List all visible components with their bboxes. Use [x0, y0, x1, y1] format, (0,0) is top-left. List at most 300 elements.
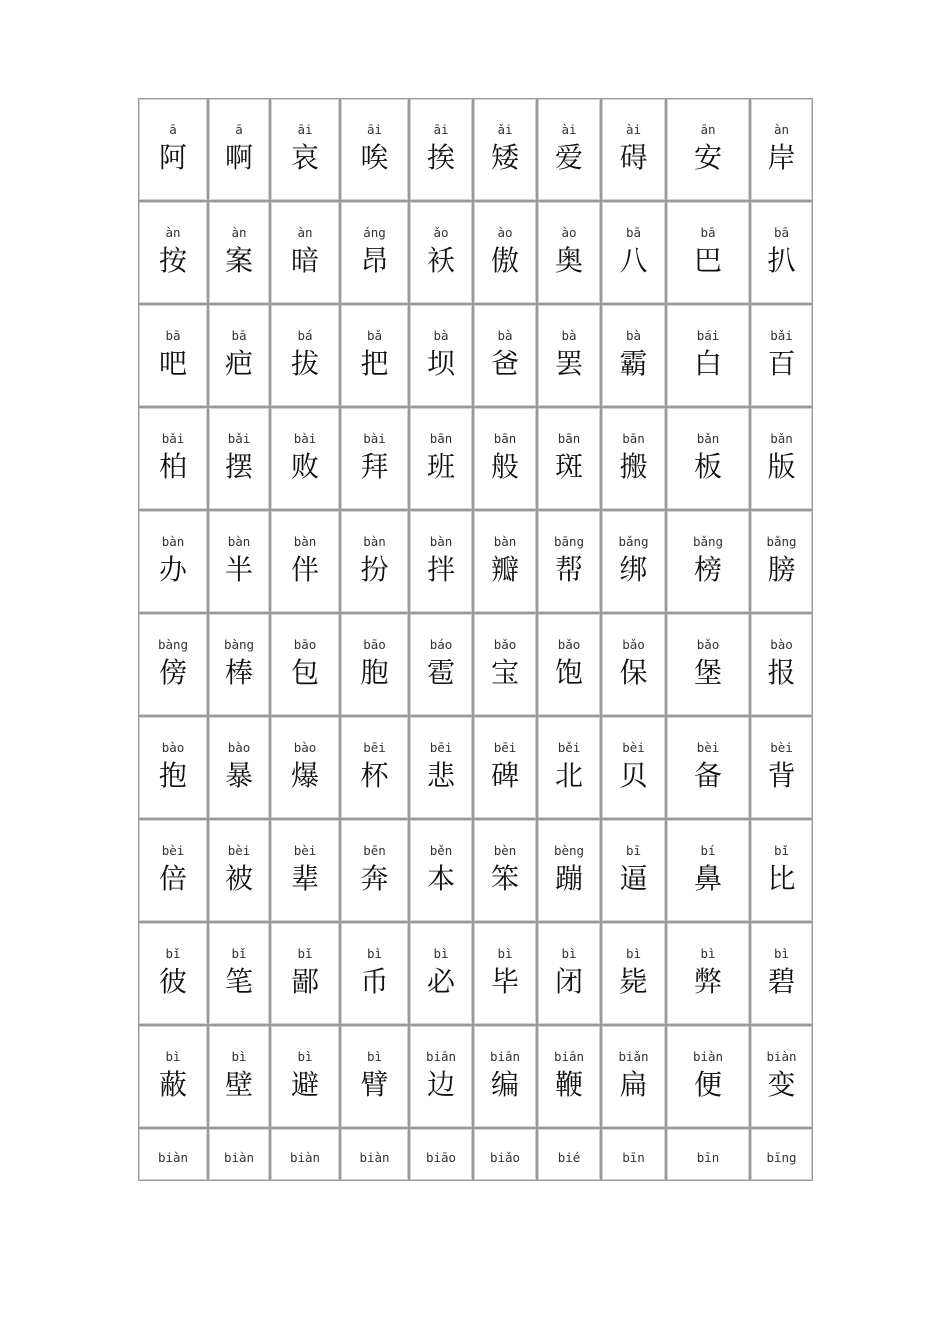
pinyin-label: bā	[165, 328, 181, 343]
pinyin-label: biān	[489, 1049, 521, 1064]
pinyin-label: bèi	[293, 843, 317, 858]
character-cell	[340, 716, 409, 819]
character-cell	[409, 407, 473, 510]
pinyin-label: bēi	[429, 740, 453, 755]
pinyin-label: bèi	[161, 843, 185, 858]
grid-row	[138, 510, 813, 613]
pinyin-label: bǐ	[773, 843, 790, 858]
hanzi-character: 饱	[554, 656, 583, 689]
pinyin-label: bǎo	[493, 637, 517, 652]
character-cell	[601, 716, 666, 819]
character-cell	[601, 922, 666, 1025]
pinyin-label: bǎng	[692, 534, 724, 549]
grid-row	[138, 98, 813, 201]
character-cell	[409, 304, 473, 407]
character-cell	[138, 201, 208, 304]
pinyin-label: biàn	[157, 1150, 189, 1165]
hanzi-character: 比	[767, 862, 796, 895]
pinyin-label: ā	[235, 122, 243, 137]
character-cell	[601, 407, 666, 510]
hanzi-character: 班	[426, 450, 455, 483]
character-cell	[750, 819, 813, 922]
pinyin-label: bì	[366, 946, 383, 961]
character-cell	[409, 922, 473, 1025]
hanzi-character: 斑	[554, 450, 583, 483]
pinyin-label: bì	[700, 946, 716, 961]
hanzi-character: 宝	[490, 656, 519, 689]
hanzi-character: 碑	[490, 759, 519, 792]
hanzi-character: 鼻	[693, 862, 722, 895]
hanzi-character: 爱	[554, 141, 583, 174]
pinyin-label: bān	[557, 431, 581, 446]
hanzi-character: 坝	[426, 347, 455, 380]
character-cell	[537, 304, 601, 407]
pinyin-label: bēn	[363, 843, 386, 858]
hanzi-character: 瓣	[490, 553, 519, 586]
character-cell	[208, 613, 270, 716]
character-cell	[138, 304, 208, 407]
hanzi-character: 哀	[290, 141, 319, 174]
hanzi-character: 爸	[490, 347, 519, 380]
pinyin-label: bié	[557, 1150, 581, 1165]
pinyin-label: bèi	[770, 740, 793, 755]
pinyin-label: bǎo	[622, 637, 645, 652]
character-cell	[340, 304, 409, 407]
grid-row	[138, 716, 813, 819]
pinyin-label: bào	[227, 740, 251, 755]
character-cell	[138, 1128, 208, 1181]
character-cell	[601, 819, 666, 922]
character-cell	[537, 716, 601, 819]
pinyin-label: bīn	[696, 1150, 720, 1165]
character-cell	[409, 819, 473, 922]
character-cell	[537, 922, 601, 1025]
hanzi-character: 唉	[360, 141, 389, 174]
pinyin-label: biàn	[223, 1150, 255, 1165]
hanzi-character: 绑	[619, 553, 648, 586]
character-cell	[208, 407, 270, 510]
hanzi-character: 鄙	[290, 965, 319, 998]
character-cell	[138, 819, 208, 922]
pinyin-label: bàn	[161, 534, 185, 549]
hanzi-character: 袄	[426, 244, 455, 277]
character-cell	[270, 407, 340, 510]
character-cell	[138, 98, 208, 201]
character-cell	[473, 510, 537, 613]
hanzi-character: 笨	[490, 862, 519, 895]
character-cell	[750, 613, 813, 716]
character-cell	[750, 201, 813, 304]
character-cell	[208, 304, 270, 407]
character-cell	[208, 201, 270, 304]
grid-row	[138, 304, 813, 407]
pinyin-label: bèng	[553, 843, 585, 858]
hanzi-character: 摆	[224, 450, 253, 483]
character-cell	[340, 407, 409, 510]
hanzi-character: 拌	[426, 553, 455, 586]
hanzi-character: 岸	[767, 141, 796, 174]
pinyin-label: bī	[625, 843, 642, 858]
hanzi-character: 拜	[360, 450, 389, 483]
character-cell	[750, 510, 813, 613]
pinyin-label: biān	[425, 1049, 457, 1064]
character-cell	[409, 510, 473, 613]
grid-row	[138, 407, 813, 510]
character-cell	[473, 819, 537, 922]
grid-row	[138, 922, 813, 1025]
grid-row	[138, 1025, 813, 1128]
character-cell	[666, 819, 750, 922]
character-cell	[601, 98, 666, 201]
hanzi-character: 扮	[360, 553, 389, 586]
character-cell	[473, 407, 537, 510]
hanzi-character: 蔽	[158, 1068, 187, 1101]
character-cell	[208, 819, 270, 922]
pinyin-label: biàn	[692, 1049, 724, 1064]
character-cell	[601, 1128, 666, 1181]
pinyin-label: àn	[165, 225, 181, 240]
pinyin-label: bān	[622, 431, 645, 446]
hanzi-character: 霸	[619, 347, 648, 380]
character-cell	[666, 922, 750, 1025]
character-cell	[208, 1025, 270, 1128]
character-cell	[270, 1128, 340, 1181]
pinyin-label: bài	[293, 431, 317, 446]
character-cell	[473, 98, 537, 201]
hanzi-character: 悲	[426, 759, 455, 792]
hanzi-character: 八	[619, 244, 648, 277]
character-cell	[473, 201, 537, 304]
pinyin-label: bì	[165, 1049, 181, 1064]
character-cell	[537, 201, 601, 304]
grid-row	[138, 201, 813, 304]
pinyin-label: ào	[561, 225, 577, 240]
hanzi-character: 阿	[158, 141, 187, 174]
hanzi-character: 奔	[360, 862, 389, 895]
pinyin-label: bèi	[696, 740, 720, 755]
pinyin-label: bàn	[493, 534, 517, 549]
hanzi-character: 笔	[224, 965, 253, 998]
pinyin-label: biàn	[766, 1049, 797, 1064]
hanzi-character: 爆	[290, 759, 319, 792]
character-cell	[537, 819, 601, 922]
pinyin-label: bàn	[363, 534, 386, 549]
hanzi-character: 杯	[360, 759, 389, 792]
character-cell	[208, 1128, 270, 1181]
hanzi-character: 百	[767, 347, 796, 380]
character-cell	[537, 1128, 601, 1181]
pinyin-label: bā	[625, 225, 642, 240]
pinyin-label: bǎo	[696, 637, 720, 652]
pinyin-label: bǎn	[770, 431, 793, 446]
pinyin-label: bān	[429, 431, 453, 446]
pinyin-label: bá	[297, 328, 313, 343]
character-cell	[750, 1025, 813, 1128]
character-cell	[409, 716, 473, 819]
character-cell	[537, 1025, 601, 1128]
character-cell	[666, 510, 750, 613]
hanzi-character: 罢	[554, 347, 583, 380]
hanzi-character: 挨	[426, 141, 455, 174]
pinyin-label: bǎng	[618, 534, 649, 549]
pinyin-label: bà	[625, 328, 642, 343]
character-cell	[138, 613, 208, 716]
character-cell	[340, 613, 409, 716]
character-cell	[270, 510, 340, 613]
pinyin-label: àn	[773, 122, 790, 137]
pinyin-label: ān	[700, 122, 716, 137]
pinyin-label: biān	[553, 1049, 585, 1064]
character-cell	[473, 304, 537, 407]
character-cell	[666, 98, 750, 201]
hanzi-character: 扒	[767, 244, 796, 277]
pinyin-label: bǐ	[231, 946, 247, 961]
pinyin-label: bǎo	[557, 637, 581, 652]
pinyin-label: āi	[297, 122, 313, 137]
hanzi-character: 膀	[767, 553, 796, 586]
character-cell	[270, 201, 340, 304]
character-cell	[270, 304, 340, 407]
pinyin-label: bái	[696, 328, 720, 343]
hanzi-character: 吧	[158, 347, 187, 380]
character-cell	[409, 1128, 473, 1181]
character-cell	[750, 1128, 813, 1181]
hanzi-character: 版	[767, 450, 796, 483]
character-cell	[270, 613, 340, 716]
pinyin-label: biāo	[425, 1150, 457, 1165]
pinyin-label: bǎi	[770, 328, 793, 343]
character-cell	[208, 716, 270, 819]
pinyin-label: bàn	[429, 534, 453, 549]
hanzi-character: 抱	[158, 759, 187, 792]
hanzi-character: 帮	[554, 553, 583, 586]
pinyin-label: bào	[770, 637, 793, 652]
hanzi-character: 雹	[426, 656, 455, 689]
hanzi-character: 被	[224, 862, 253, 895]
pinyin-label: bàn	[227, 534, 251, 549]
hanzi-character: 搬	[619, 450, 648, 483]
hanzi-character: 报	[767, 656, 796, 689]
hanzi-character: 编	[490, 1068, 519, 1101]
character-cell	[138, 510, 208, 613]
hanzi-character: 巴	[693, 244, 722, 277]
hanzi-character: 贝	[619, 759, 648, 792]
pinyin-label: ā	[169, 122, 177, 137]
character-cell	[340, 1128, 409, 1181]
grid-row	[138, 819, 813, 922]
pinyin-label: bā	[700, 225, 716, 240]
pinyin-label: bāo	[293, 637, 317, 652]
pinyin-label: bà	[433, 328, 449, 343]
character-cell	[340, 922, 409, 1025]
pinyin-label: bèi	[622, 740, 645, 755]
pinyin-label: bì	[773, 946, 790, 961]
character-cell	[750, 716, 813, 819]
pinyin-label: bào	[293, 740, 317, 755]
hanzi-character: 碧	[767, 965, 796, 998]
pinyin-label: biǎo	[489, 1150, 521, 1165]
character-cell	[270, 98, 340, 201]
pinyin-label: běi	[557, 740, 581, 755]
character-cell	[750, 407, 813, 510]
hanzi-character: 变	[767, 1068, 796, 1101]
grid-row	[138, 613, 813, 716]
hanzi-character: 办	[158, 553, 187, 586]
pinyin-label: bēi	[363, 740, 386, 755]
character-cell	[537, 407, 601, 510]
character-cell	[537, 613, 601, 716]
character-cell	[473, 1128, 537, 1181]
pinyin-label: bào	[161, 740, 185, 755]
character-cell	[537, 510, 601, 613]
pinyin-label: bǎng	[766, 534, 797, 549]
hanzi-character: 榜	[693, 553, 722, 586]
hanzi-character: 扁	[619, 1068, 648, 1101]
character-cell	[537, 98, 601, 201]
character-cell	[601, 201, 666, 304]
hanzi-character: 半	[224, 553, 253, 586]
pinyin-label: bǐ	[297, 946, 313, 961]
pinyin-label: bèn	[493, 843, 517, 858]
pinyin-label: bēi	[493, 740, 517, 755]
hanzi-character: 毕	[490, 965, 519, 998]
character-cell	[750, 304, 813, 407]
character-cell	[208, 922, 270, 1025]
hanzi-character: 棒	[224, 656, 253, 689]
character-cell	[473, 613, 537, 716]
hanzi-character: 暴	[224, 759, 253, 792]
pinyin-label: bà	[497, 328, 513, 343]
hanzi-character: 壁	[224, 1068, 253, 1101]
pinyin-label: báo	[429, 637, 453, 652]
hanzi-character: 包	[290, 656, 319, 689]
hanzi-character: 暗	[290, 244, 319, 277]
pinyin-label: bì	[625, 946, 642, 961]
pinyin-label: bā	[773, 225, 790, 240]
pinyin-label: biǎn	[618, 1049, 649, 1064]
character-cell	[666, 716, 750, 819]
character-cell	[666, 201, 750, 304]
character-cell	[340, 1025, 409, 1128]
character-cell	[340, 98, 409, 201]
hanzi-character: 臂	[360, 1068, 389, 1101]
pinyin-label: biàn	[359, 1150, 390, 1165]
hanzi-character: 闭	[554, 965, 583, 998]
pinyin-label: áng	[363, 225, 386, 240]
character-cell	[666, 407, 750, 510]
pinyin-label: bǎi	[161, 431, 185, 446]
pinyin-label: bàng	[157, 637, 189, 652]
hanzi-character: 蹦	[554, 862, 583, 895]
hanzi-character: 毙	[619, 965, 648, 998]
hanzi-character: 币	[360, 965, 389, 998]
hanzi-character: 背	[767, 759, 796, 792]
pinyin-label: bàn	[293, 534, 317, 549]
pinyin-label: bīng	[766, 1150, 797, 1165]
hanzi-character: 傲	[490, 244, 519, 277]
pinyin-label: bì	[561, 946, 577, 961]
hanzi-character: 避	[290, 1068, 319, 1101]
hanzi-character: 奥	[554, 244, 583, 277]
character-cell	[208, 98, 270, 201]
pinyin-label: bāo	[363, 637, 386, 652]
character-cell	[601, 613, 666, 716]
character-cell	[666, 613, 750, 716]
hanzi-character: 逼	[619, 862, 648, 895]
character-cell	[409, 1025, 473, 1128]
hanzi-character: 碍	[619, 141, 648, 174]
hanzi-character: 昂	[360, 244, 389, 277]
character-cell	[270, 716, 340, 819]
character-cell	[270, 922, 340, 1025]
pinyin-label: biàn	[289, 1150, 321, 1165]
hanzi-character: 傍	[158, 656, 187, 689]
pinyin-label: ǎi	[497, 122, 513, 137]
character-cell	[138, 407, 208, 510]
pinyin-label: bǎi	[227, 431, 251, 446]
hanzi-character: 啊	[224, 141, 253, 174]
character-cell	[473, 922, 537, 1025]
character-cell	[601, 510, 666, 613]
pinyin-label: àn	[297, 225, 313, 240]
pinyin-label: bí	[700, 843, 716, 858]
pinyin-label: bàng	[223, 637, 255, 652]
character-cell	[208, 510, 270, 613]
hanzi-character: 备	[693, 759, 722, 792]
hanzi-character: 把	[360, 347, 389, 380]
hanzi-character: 彼	[158, 965, 187, 998]
hanzi-character: 倍	[158, 862, 187, 895]
character-cell	[666, 1128, 750, 1181]
pinyin-label: bì	[297, 1049, 313, 1064]
character-cell	[340, 201, 409, 304]
character-cell	[138, 1025, 208, 1128]
character-cell	[473, 1025, 537, 1128]
pinyin-label: āi	[433, 122, 449, 137]
hanzi-character: 安	[693, 141, 722, 174]
character-cell	[750, 922, 813, 1025]
hanzi-character: 必	[426, 965, 455, 998]
character-cell	[601, 304, 666, 407]
hanzi-character: 矮	[490, 141, 519, 174]
character-cell	[409, 613, 473, 716]
hanzi-character: 伴	[290, 553, 319, 586]
hanzi-character: 胞	[360, 656, 389, 689]
pinyin-character-grid	[138, 98, 813, 1181]
pinyin-label: ǎo	[433, 225, 449, 240]
character-cell	[138, 716, 208, 819]
hanzi-character: 本	[426, 862, 455, 895]
pinyin-label: bì	[231, 1049, 247, 1064]
pinyin-label: ào	[497, 225, 513, 240]
hanzi-character: 便	[693, 1068, 722, 1101]
hanzi-character: 柏	[158, 450, 187, 483]
pinyin-label: àn	[231, 225, 247, 240]
hanzi-character: 堡	[693, 656, 722, 689]
pinyin-label: bì	[433, 946, 449, 961]
hanzi-character: 疤	[224, 347, 253, 380]
hanzi-character: 按	[158, 244, 187, 277]
pinyin-label: běn	[429, 843, 453, 858]
character-cell	[666, 304, 750, 407]
character-cell	[340, 510, 409, 613]
hanzi-character: 北	[554, 759, 583, 792]
pinyin-label: ài	[561, 122, 577, 137]
pinyin-label: bǎn	[696, 431, 720, 446]
character-cell	[270, 819, 340, 922]
pinyin-label: ài	[625, 122, 642, 137]
pinyin-label: bān	[493, 431, 517, 446]
